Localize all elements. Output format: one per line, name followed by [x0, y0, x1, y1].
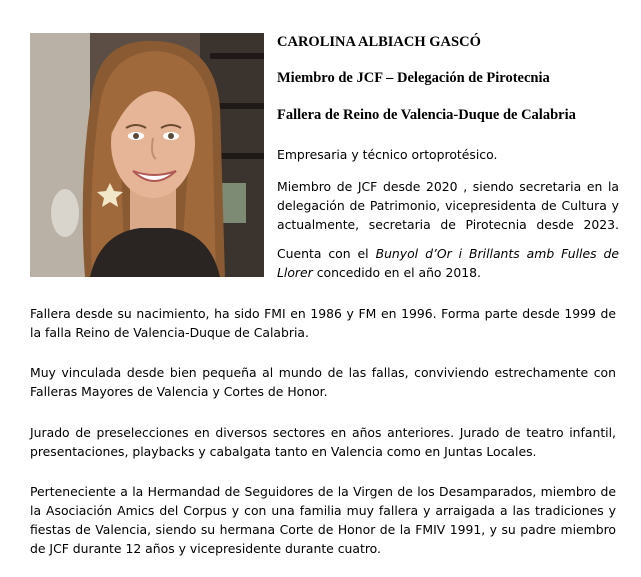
bio-paragraph-6: Jurado de preselecciones en diversos sectores en años anteriores. Jurado de teatro infantil, presentaciones, playbacks y cabalgata tanto en Valencia como en Juntas Locales.: [30, 425, 616, 459]
bio-paragraph-2: Miembro de JCF desde 2020 , siendo secretaria en la delegación de Patrimonio, vicepresidenta de Cultura y actualmente, secretaria de Pirotecnia desde 2023.: [277, 179, 619, 232]
person-role: Miembro de JCF – Delegación de Pirotecnia: [277, 70, 550, 86]
award-intro: Cuenta con el: [277, 246, 376, 261]
bio-paragraph-5: Muy vinculada desde bien pequeña al mundo de las fallas, conviviendo estrechamente con Falleras Mayores de Valencia y Cortes de Honor.: [30, 365, 616, 399]
bio-paragraph-4: Fallera desde su nacimiento, ha sido FMI en 1986 y FM en 1996. Forma parte desde 1999 de la falla Reino de Valencia-Duque de Calabria.: [30, 306, 616, 340]
bio-paragraph-3: [277, 244, 619, 282]
profile-photo: [30, 33, 264, 277]
person-name: CAROLINA ALBIACH GASCÓ: [277, 34, 481, 50]
award-year: concedido en el año 2018.: [312, 265, 481, 280]
bio-paragraph-7: Perteneciente a la Hermandad de Seguidores de la Virgen de los Desamparados, miembro de la Asociación Amics del Corpus y con una familia muy fallera y arraigada a las tradiciones y fiestas de Valencia, siendo su hermana Corte de Honor de la FMIV 1991, y su padre miembro de JCF durante 12 años y vicepresidente durante cuatro.: [30, 484, 616, 556]
person-falla: Fallera de Reino de Valencia-Duque de Calabria: [277, 107, 576, 123]
bio-paragraph-1: Empresaria y técnico ortoprotésico.: [277, 147, 498, 162]
award-name: Bunyol d’Or i Brillants amb Fulles de Llorer: [277, 246, 619, 280]
